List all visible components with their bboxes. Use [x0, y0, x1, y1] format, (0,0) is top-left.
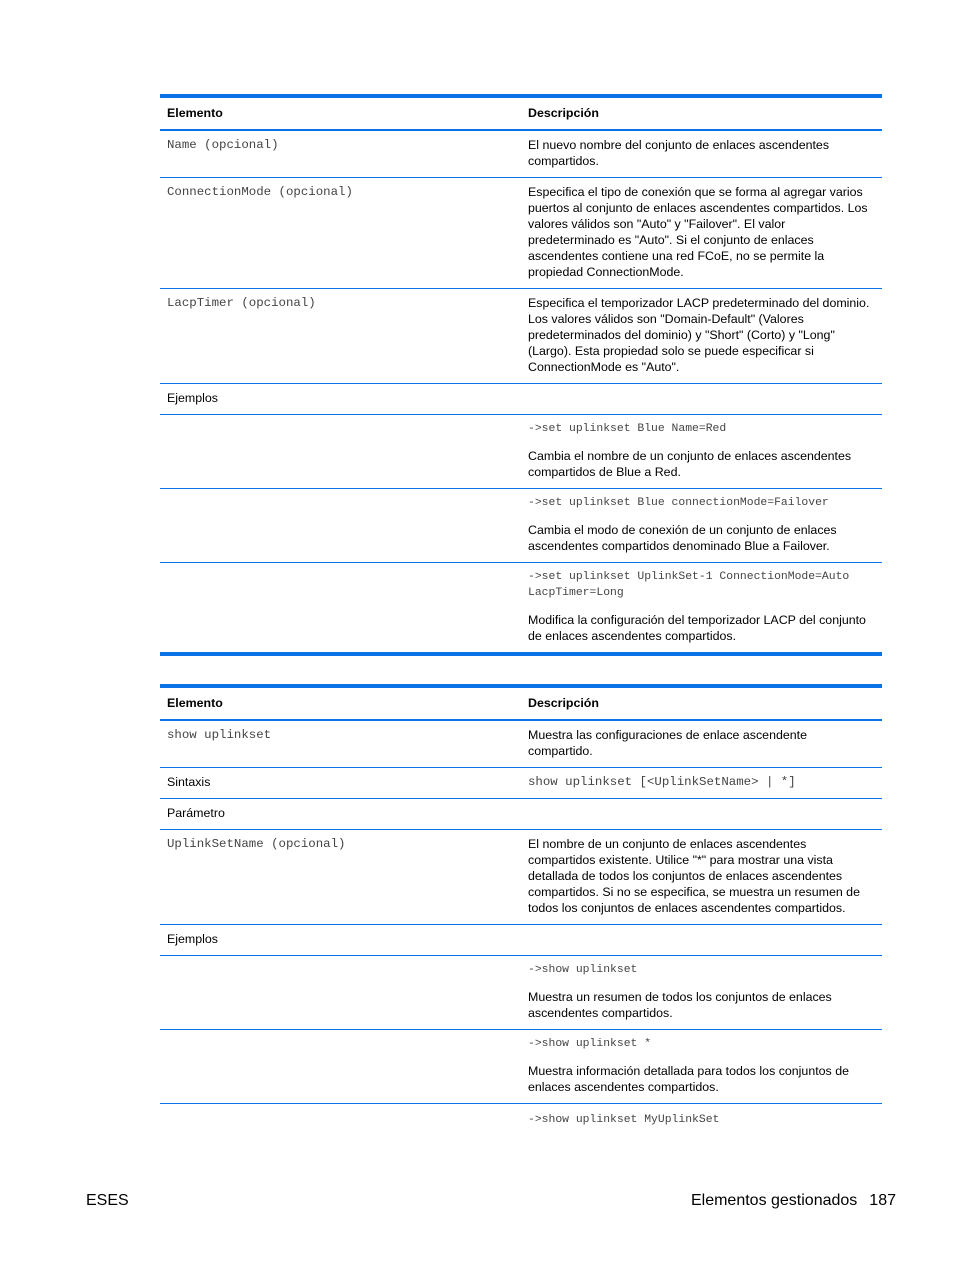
footer-section-title: Elementos gestionados	[690, 1192, 858, 1209]
syntax-label: Sintaxis	[160, 768, 521, 799]
examples-label: Ejemplos	[160, 384, 521, 415]
table-header-row	[160, 96, 882, 130]
table-row	[160, 130, 882, 178]
examples-label: Ejemplos	[160, 925, 521, 956]
element-description: Especifica el tipo de conexión que se forma al agregar varios puertos al conjunto de enlaces ascendentes compartidos. Los valores válidos son "Auto" y "Failover". El valor predeterminado es "Auto". Si el conjunto de enlaces ascendentes contiene una red FCoE, no se permite la propiedad ConnectionMode.	[521, 178, 882, 289]
element-description: Especifica el temporizador LACP predeterminado del dominio. Los valores válidos son "Domain-Default" (Valores predeterminados del dominio) y "Short" (Corto) y "Long" (Largo). Esta propiedad solo se puede especificar si ConnectionMode es "Auto".	[521, 289, 882, 384]
example-description: Muestra un resumen de todos los conjuntos de enlaces ascendentes compartidos.	[528, 990, 832, 1020]
header-description: Descripción	[521, 96, 882, 130]
example-row	[160, 956, 882, 1030]
section-row	[160, 799, 882, 830]
example-description: Cambia el modo de conexión de un conjunto de enlaces ascendentes compartidos denominado Blue a Failover.	[528, 523, 837, 553]
header-description: Descripción	[521, 686, 882, 720]
uplinkset-show-table	[160, 684, 882, 1136]
example-command: ->set uplinkset Blue connectionMode=Failover	[528, 497, 829, 509]
header-element: Elemento	[160, 686, 521, 720]
example-command: ->show uplinkset *	[528, 1038, 652, 1050]
parameter-name: UplinkSetName (opcional)	[160, 830, 521, 925]
element-name: ConnectionMode (opcional)	[160, 178, 521, 289]
footer-locale: ESES	[86, 1192, 129, 1209]
footer-page-info	[691, 1192, 896, 1210]
element-name: Name (opcional)	[160, 130, 521, 178]
example-row	[160, 1030, 882, 1104]
element-name: show uplinkset	[160, 720, 521, 768]
element-description: Muestra las configuraciones de enlace ascendente compartido.	[521, 720, 882, 768]
example-description: Cambia el nombre de un conjunto de enlaces ascendentes compartidos de Blue a Red.	[528, 449, 852, 479]
example-row	[160, 415, 882, 489]
syntax-value: show uplinkset [<UplinkSetName> | *]	[521, 768, 882, 799]
example-row	[160, 1104, 882, 1137]
table-row	[160, 720, 882, 768]
table-header-row	[160, 686, 882, 720]
example-command: ->set uplinkset UplinkSet-1 ConnectionMode=Auto LacpTimer=Long	[528, 571, 850, 599]
section-row	[160, 925, 882, 956]
example-description: Muestra información detallada para todos los conjuntos de enlaces ascendentes compartidos.	[528, 1064, 849, 1094]
parameter-label: Parámetro	[160, 799, 521, 830]
example-command: ->show uplinkset	[528, 964, 638, 976]
syntax-row	[160, 768, 882, 799]
table-row	[160, 178, 882, 289]
element-description: El nuevo nombre del conjunto de enlaces ascendentes compartidos.	[521, 130, 882, 178]
table-row	[160, 830, 882, 925]
example-command: ->set uplinkset Blue Name=Red	[528, 423, 727, 435]
example-row	[160, 563, 882, 655]
element-name: LacpTimer (opcional)	[160, 289, 521, 384]
page-number: 187	[869, 1192, 896, 1209]
parameter-description: El nombre de un conjunto de enlaces ascendentes compartidos existente. Utilice "*" para mostrar una vista detallada de todos los conjuntos de enlaces ascendentes compartidos. Si no se especifica, se muestra un resumen de todos los conjuntos de enlaces ascendentes compartidos.	[521, 830, 882, 925]
section-row	[160, 384, 882, 415]
table-row	[160, 289, 882, 384]
example-row	[160, 489, 882, 563]
uplinkset-set-table	[160, 94, 882, 656]
example-command: ->show uplinkset MyUplinkSet	[528, 1114, 720, 1126]
example-description: Modifica la configuración del temporizador LACP del conjunto de enlaces ascendentes compartidos.	[528, 613, 866, 643]
header-element: Elemento	[160, 96, 521, 130]
